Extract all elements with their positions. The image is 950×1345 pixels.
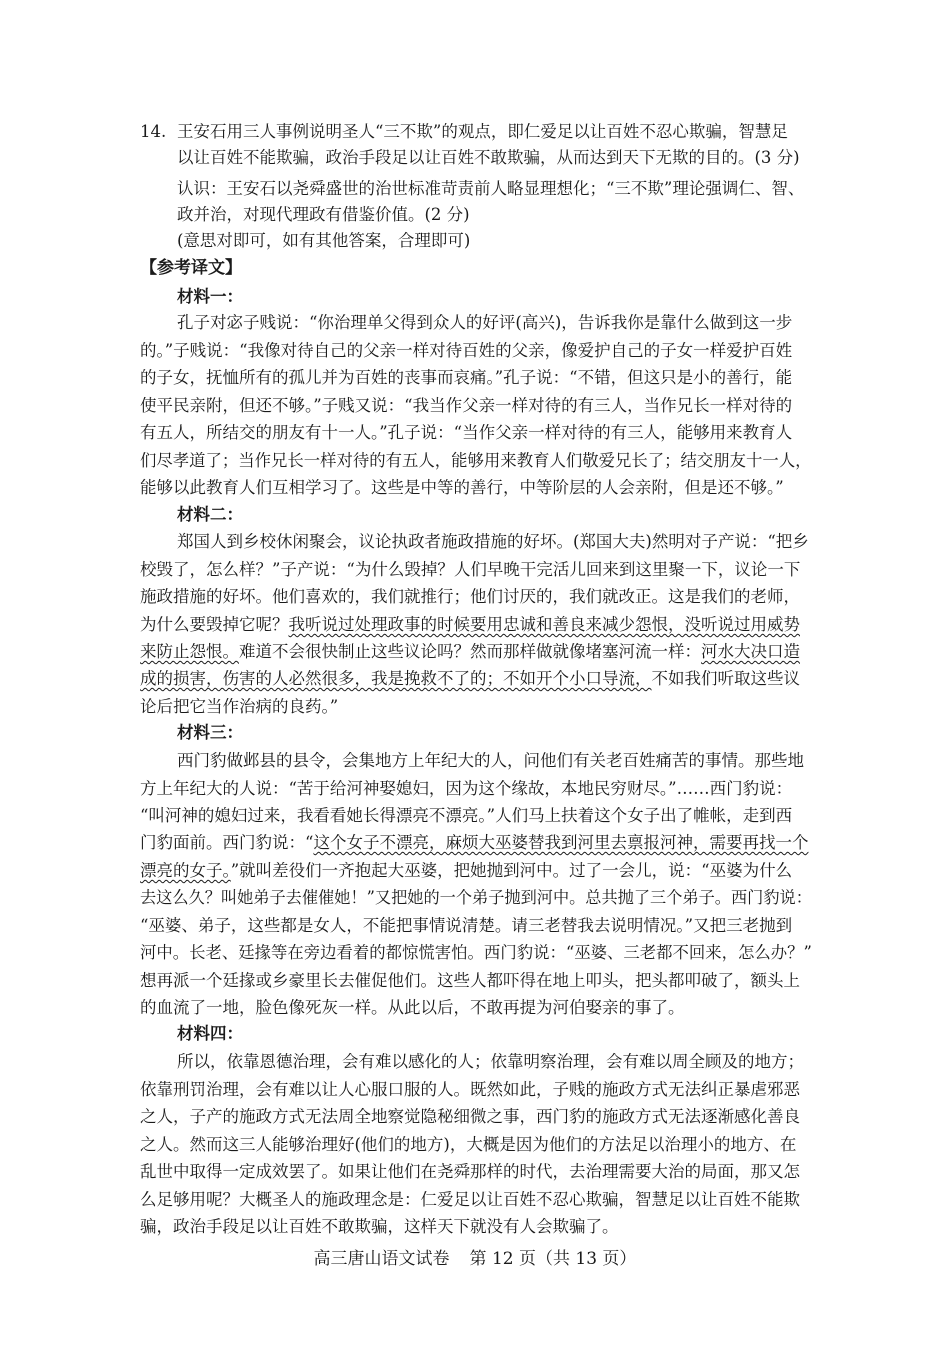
material-title: 材料二：: [177, 505, 243, 524]
text-line: 河中。长老、廷掾等在旁边看着的都惊慌害怕。西门豹说：“巫婆、三老都不回来，怎么办？”: [140, 943, 812, 962]
text-line: “巫婆、弟子，这些都是女人，不能把事情说清楚。请三老替我去说明情况。”又把三老抛到: [140, 916, 793, 935]
answer-line: 认识：王安石以尧舜盛世的治世标准苛责前人略显理想化；“三不欺”理论强调仁、智、: [177, 179, 805, 198]
text-segment: 为什么要毁掉它呢？: [140, 615, 289, 634]
text-segment: 门豹面前。西门豹说：“: [140, 833, 314, 852]
text-line: 使平民亲附，但还不够。”子贱又说：“我当作父亲一样对待的有三人，当作兄长一样对待的: [140, 396, 793, 415]
text-line: 们尽孝道了；当作兄长一样对待的有五人，能够用来教育人们敬爱兄长了；结交朋友十一人，: [140, 451, 812, 470]
text-line: 依靠刑罚治理，会有难以让人心服口服的人。既然如此，子贱的施政方式无法纠正暴虐邪恶: [140, 1080, 800, 1099]
text-line: 骗，政治手段足以让百姓不敢欺骗，这样天下就没有人会欺骗了。: [140, 1217, 619, 1236]
underlined-text: 漂亮的女子。: [140, 861, 231, 880]
text-line: 去这么久？叫她弟子去催催她！”又把她的一个弟子抛到河中。总共抛了三个弟子。西门豹说：: [140, 888, 812, 907]
page-footer: [0, 1244, 950, 1269]
text-line: 西门豹做邺县的县令，会集地方上年纪大的人，问他们有关老百姓痛苦的事情。那些地: [177, 751, 804, 770]
text-line: 论后把它当作治病的良药。”: [140, 697, 339, 716]
text-line: 郑国人到乡校休闲聚会，议论执政者施政措施的好坏。(郑国大夫)然明对子产说：“把乡: [177, 532, 809, 551]
answer-line: 政并治，对现代理政有借鉴价值。(2 分): [177, 205, 470, 224]
text-line: 的。”子贱说：“我像对待自己的父亲一样对待百姓的父亲，像爱护自己的子女一样爱护百姓: [140, 341, 793, 360]
text-line: [140, 615, 800, 635]
text-line: 之人，子产的施政方式无法周全地察觉隐秘细微之事，西门豹的施政方式无法逐渐感化善良: [140, 1107, 800, 1126]
question-number: 14.: [140, 122, 167, 141]
text-line: 校毁了，怎么样？”子产说：“为什么毁掉？人们早晚干完活儿回来到这里聚一下，议论一下: [140, 560, 801, 579]
underlined-text: 来防止怨恨。: [140, 642, 239, 661]
material-title: 材料一：: [177, 287, 243, 306]
text-segment: 不如我们听取这些议: [651, 669, 800, 688]
text-line: 方上年纪大的人说：“苦于给河神娶媳妇，因为这个缘故，本地民穷财尽。”……西门豹说：: [140, 779, 793, 798]
section-heading: 【参考译文】: [140, 258, 242, 278]
text-line: 的血流了一地，脸色像死灰一样。从此以后，不敢再提为河伯娶亲的事了。: [140, 998, 685, 1017]
text-line: 乱世中取得一定成效罢了。如果让他们在尧舜那样的时代，去治理需要大治的局面，那又怎: [140, 1162, 800, 1181]
underlined-text: 我听说过处理政事的时候要用忠诚和善良来减少怨恨，没听说过用威势: [288, 615, 800, 634]
text-line: 么足够用呢？大概圣人的施政理念是：仁爱足以让百姓不忍心欺骗，智慧足以让百姓不能欺: [140, 1190, 800, 1209]
text-line: [140, 861, 792, 881]
text-line: 有五人，所结交的朋友有十一人。”孔子说：“当作父亲一样对待的有三人，能够用来教育人: [140, 423, 793, 442]
text-line: 施政措施的好坏。他们喜欢的，我们就推行；他们讨厌的，我们就改正。这是我们的老师，: [140, 587, 800, 606]
text-line: 的子女，抚恤所有的孤儿并为百姓的丧事而哀痛。”孔子说：“不错，但这只是小的善行，能: [140, 368, 793, 387]
material-title: 材料四：: [177, 1024, 243, 1043]
text-line: 想再派一个廷掾或乡豪里长去催促他们。这些人都吓得在地上叩头，把头都叩破了，额头上: [140, 971, 800, 990]
text-line: “叫河神的媳妇过来，我看看她长得漂亮不漂亮。”人们马上扶着这个女子出了帷帐，走到西: [140, 806, 793, 825]
answer-line: 以让百姓不能欺骗，政治手段足以让百姓不敢欺骗，从而达到天下无欺的目的。(3 分): [177, 148, 800, 167]
underlined-text: 成的损害，伤害的人必然很多，我是挽救不了的；不如开个小口导流，: [140, 669, 652, 688]
page-number: 第 12 页（共 13 页）: [469, 1249, 637, 1269]
text-line: 孔子对宓子贱说：“你治理单父得到众人的好评(高兴)，告诉我你是靠什么做到这一步: [177, 313, 793, 332]
answer-note: (意思对即可，如有其他答案，合理即可): [177, 231, 471, 250]
answer-line: 王安石用三人事例说明圣人“三不欺”的观点，即仁爱足以让百姓不忍心欺骗，智慧足: [177, 122, 788, 141]
exam-title: 高三唐山语文试卷: [313, 1249, 450, 1269]
text-line: 所以，依靠恩德治理，会有难以感化的人；依靠明察治理，会有难以周全顾及的地方；: [177, 1052, 804, 1071]
text-line: [140, 833, 808, 853]
material-title: 材料三：: [177, 723, 243, 742]
text-line: [140, 642, 800, 662]
underlined-text: 河水大决口造: [701, 642, 800, 661]
text-segment: 难道不会很快制止这些议论吗？然而那样做就像堵塞河流一样：: [239, 642, 701, 661]
text-segment: ”就叫差役们一齐抱起大巫婆，把她抛到河中。过了一会儿，说：“巫婆为什么: [230, 861, 793, 880]
text-line: 之人。然而这三人能够治理好(他们的地方)，大概是因为他们的方法足以治理小的地方、在: [140, 1135, 797, 1154]
underlined-text: 这个女子不漂亮，麻烦大巫婆替我到河里去禀报河神，需要再找一个: [313, 833, 809, 852]
text-line: 能够以此教育人们互相学习了。这些是中等的善行，中等阶层的人会亲附，但是还不够。”: [140, 478, 784, 497]
text-line: [140, 669, 800, 689]
